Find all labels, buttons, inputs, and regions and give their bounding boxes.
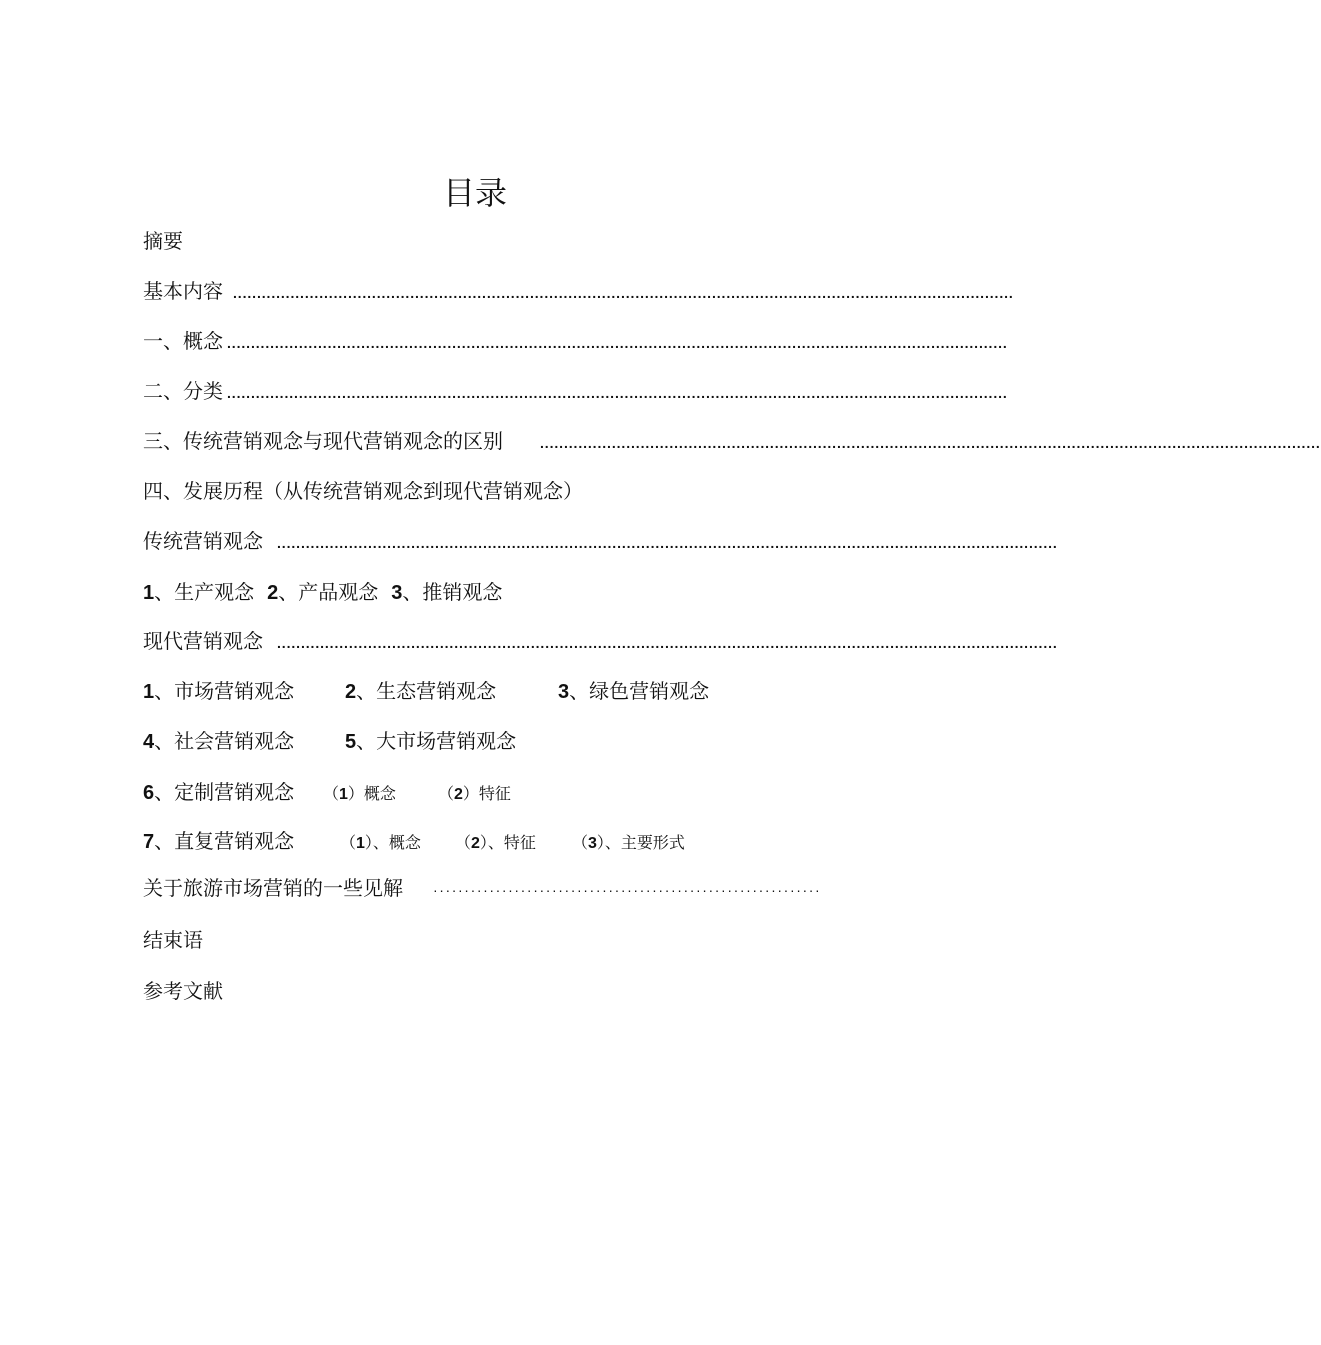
toc-entry-traditional[interactable]: [143, 526, 1058, 556]
dot-leader: ...................................................................................................................................................................: [227, 385, 1008, 401]
toc-entry-abstract[interactable]: [143, 226, 183, 256]
toc-entry-label: 现代营销观念: [143, 629, 263, 653]
toc-entry-label: 基本内容: [143, 279, 223, 303]
toc-subitem: 2、生态营销观念: [345, 679, 497, 703]
toc-subitem-detail: （2）特征: [438, 784, 511, 803]
toc-entry-label: 四、发展历程（从传统营销观念到现代营销观念）: [143, 479, 583, 503]
toc-entry-conclusion[interactable]: [143, 925, 203, 955]
toc-subitem: 4、社会营销观念: [143, 729, 295, 753]
toc-entry-label: 一、概念: [143, 329, 223, 353]
toc-entry-label: 参考文献: [143, 979, 223, 1003]
toc-entry-label: 摘要: [143, 229, 183, 253]
page-title: 目录: [442, 174, 507, 212]
toc-entry-history[interactable]: [143, 476, 583, 506]
toc-subitem: 3、推销观念: [391, 580, 503, 604]
toc-subitem: 6、定制营销观念: [143, 780, 295, 804]
toc-subitem: 1、生产观念: [143, 580, 255, 604]
toc-entry-direct[interactable]: [143, 826, 685, 856]
toc-entry-label: 二、分类: [143, 379, 223, 403]
toc-entry-label: 三、传统营销观念与现代营销观念的区别: [143, 429, 503, 453]
toc-entry-modern-row2[interactable]: [143, 726, 516, 756]
toc-entry-basic-content[interactable]: [143, 276, 1014, 306]
dot-leader: ...................................................................................................................................................................: [540, 435, 1321, 451]
toc-subitem-detail: （3）、主要形式: [572, 833, 685, 852]
toc-subitem-detail: （1）、概念: [340, 833, 421, 852]
toc-entry-references[interactable]: [143, 976, 223, 1006]
dot-leader: ...................................................................................................................................................................: [233, 285, 1014, 301]
toc-entry-label: 传统营销观念: [143, 529, 263, 553]
dot-leader: ...................................................................................................................................................................: [227, 335, 1008, 351]
toc-entry-concept[interactable]: [143, 326, 1008, 356]
toc-subitem-detail: （2）、特征: [455, 833, 536, 852]
toc-entry-label: 关于旅游市场营销的一些见解: [143, 876, 403, 900]
toc-subitem: 3、绿色营销观念: [558, 679, 710, 703]
toc-subitem: 7、直复营销观念: [143, 829, 295, 853]
toc-subitem: 2、产品观念: [267, 580, 379, 604]
toc-entry-difference[interactable]: [143, 426, 1321, 456]
toc-entry-traditional-items[interactable]: [143, 577, 502, 607]
toc-entry-tourism[interactable]: [143, 873, 822, 903]
toc-entry-modern[interactable]: [143, 626, 1058, 656]
toc-entry-label: 结束语: [143, 928, 203, 952]
toc-subitem: 1、市场营销观念: [143, 679, 295, 703]
dot-leader: ...................................................................................................................................................................: [277, 635, 1058, 651]
toc-entry-custom[interactable]: [143, 777, 511, 807]
toc-entry-modern-row1[interactable]: [143, 676, 709, 706]
dot-leader: ······························································: [433, 882, 822, 898]
dot-leader: ...................................................................................................................................................................: [277, 535, 1058, 551]
toc-entry-classification[interactable]: [143, 376, 1008, 406]
toc-subitem-detail: （1）概念: [323, 784, 396, 803]
toc-subitem: 5、大市场营销观念: [345, 729, 517, 753]
